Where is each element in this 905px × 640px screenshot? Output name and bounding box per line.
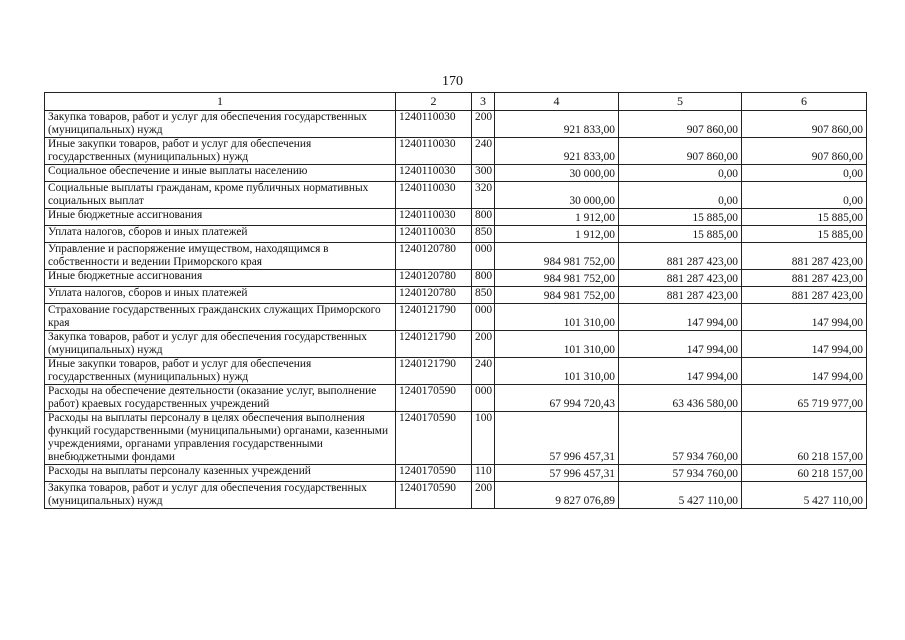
row-name-cell: Расходы на выплаты персоналу в целях обеспечения выполнения функций государственными (муниципальными) органами, казенными учреждениями, органами управления государственными внебюджетными фондами: [45, 412, 396, 465]
row-amount-col4-cell: 9 827 076,89: [495, 482, 619, 509]
row-amount-col5-cell: 147 994,00: [619, 331, 742, 358]
table-row: [45, 304, 867, 331]
row-amount-col5-cell: 147 994,00: [619, 358, 742, 385]
row-amount-col6-cell: 15 885,00: [742, 226, 867, 243]
row-expense-type-cell: 000: [472, 304, 495, 331]
row-name-cell: Иные закупки товаров, работ и услуг для обеспечения государственных (муниципальных) нужд: [45, 138, 396, 165]
row-expense-type-cell: 850: [472, 287, 495, 304]
row-amount-col5-cell: 0,00: [619, 165, 742, 182]
table-row: [45, 182, 867, 209]
header-col-3: 3: [472, 93, 495, 111]
page-number: 170: [442, 74, 463, 89]
row-target-code-cell: 1240120780: [396, 270, 472, 287]
table-row: [45, 209, 867, 226]
row-amount-col5-cell: 0,00: [619, 182, 742, 209]
row-amount-col6-cell: 0,00: [742, 165, 867, 182]
row-name-cell: Уплата налогов, сборов и иных платежей: [45, 287, 396, 304]
row-amount-col4-cell: 57 996 457,31: [495, 465, 619, 482]
row-amount-col4-cell: 1 912,00: [495, 209, 619, 226]
row-expense-type-cell: 200: [472, 111, 495, 138]
row-amount-col6-cell: 907 860,00: [742, 138, 867, 165]
row-amount-col5-cell: 63 436 580,00: [619, 385, 742, 412]
header-col-2: 2: [396, 93, 472, 111]
row-target-code-cell: 1240110030: [396, 226, 472, 243]
table-row: [45, 138, 867, 165]
row-expense-type-cell: 200: [472, 482, 495, 509]
row-amount-col6-cell: 5 427 110,00: [742, 482, 867, 509]
table-row: [45, 358, 867, 385]
row-expense-type-cell: 320: [472, 182, 495, 209]
row-target-code-cell: 1240110030: [396, 111, 472, 138]
row-amount-col5-cell: 881 287 423,00: [619, 287, 742, 304]
row-expense-type-cell: 800: [472, 209, 495, 226]
row-amount-col6-cell: 0,00: [742, 182, 867, 209]
row-amount-col6-cell: 881 287 423,00: [742, 287, 867, 304]
row-amount-col5-cell: 881 287 423,00: [619, 270, 742, 287]
row-amount-col4-cell: 101 310,00: [495, 358, 619, 385]
table-row: [45, 465, 867, 482]
row-name-cell: Расходы на выплаты персоналу казенных учреждений: [45, 465, 396, 482]
table-row: [45, 412, 867, 465]
table-row: [45, 482, 867, 509]
header-col-5: 5: [619, 93, 742, 111]
budget-table-body: [45, 93, 867, 509]
row-name-cell: Управление и распоряжение имуществом, находящимся в собственности и ведении Приморского края: [45, 243, 396, 270]
row-target-code-cell: 1240110030: [396, 182, 472, 209]
row-target-code-cell: 1240120780: [396, 243, 472, 270]
row-expense-type-cell: 240: [472, 138, 495, 165]
row-target-code-cell: 1240170590: [396, 385, 472, 412]
row-target-code-cell: 1240110030: [396, 138, 472, 165]
row-amount-col5-cell: 57 934 760,00: [619, 465, 742, 482]
row-name-cell: Иные закупки товаров, работ и услуг для обеспечения государственных (муниципальных) нужд: [45, 358, 396, 385]
row-amount-col5-cell: 15 885,00: [619, 226, 742, 243]
table-header-row: [45, 93, 867, 111]
table-row: [45, 165, 867, 182]
row-name-cell: Закупка товаров, работ и услуг для обеспечения государственных (муниципальных) нужд: [45, 482, 396, 509]
table-row: [45, 287, 867, 304]
row-amount-col6-cell: 15 885,00: [742, 209, 867, 226]
row-name-cell: Расходы на обеспечение деятельности (оказание услуг, выполнение работ) краевых государственных учреждений: [45, 385, 396, 412]
row-amount-col4-cell: 101 310,00: [495, 331, 619, 358]
row-amount-col4-cell: 984 981 752,00: [495, 287, 619, 304]
row-name-cell: Уплата налогов, сборов и иных платежей: [45, 226, 396, 243]
header-col-4: 4: [495, 93, 619, 111]
row-target-code-cell: 1240121790: [396, 304, 472, 331]
row-expense-type-cell: 200: [472, 331, 495, 358]
row-expense-type-cell: 000: [472, 385, 495, 412]
row-target-code-cell: 1240170590: [396, 412, 472, 465]
row-amount-col6-cell: 65 719 977,00: [742, 385, 867, 412]
row-expense-type-cell: 240: [472, 358, 495, 385]
header-col-1: 1: [45, 93, 396, 111]
row-amount-col6-cell: 147 994,00: [742, 331, 867, 358]
row-amount-col4-cell: 921 833,00: [495, 138, 619, 165]
row-amount-col4-cell: 57 996 457,31: [495, 412, 619, 465]
row-target-code-cell: 1240121790: [396, 358, 472, 385]
row-amount-col5-cell: 147 994,00: [619, 304, 742, 331]
row-name-cell: Закупка товаров, работ и услуг для обеспечения государственных (муниципальных) нужд: [45, 331, 396, 358]
header-col-6: 6: [742, 93, 867, 111]
row-expense-type-cell: 110: [472, 465, 495, 482]
row-amount-col6-cell: 60 218 157,00: [742, 465, 867, 482]
row-amount-col4-cell: 30 000,00: [495, 182, 619, 209]
row-amount-col4-cell: 101 310,00: [495, 304, 619, 331]
table-row: [45, 243, 867, 270]
row-expense-type-cell: 000: [472, 243, 495, 270]
row-name-cell: Иные бюджетные ассигнования: [45, 270, 396, 287]
row-name-cell: Социальное обеспечение и иные выплаты населению: [45, 165, 396, 182]
row-expense-type-cell: 800: [472, 270, 495, 287]
row-expense-type-cell: 100: [472, 412, 495, 465]
row-target-code-cell: 1240110030: [396, 209, 472, 226]
row-target-code-cell: 1240120780: [396, 287, 472, 304]
row-target-code-cell: 1240121790: [396, 331, 472, 358]
row-target-code-cell: 1240170590: [396, 465, 472, 482]
row-amount-col5-cell: 907 860,00: [619, 138, 742, 165]
row-amount-col4-cell: 984 981 752,00: [495, 270, 619, 287]
row-amount-col4-cell: 30 000,00: [495, 165, 619, 182]
budget-table: [44, 92, 867, 509]
row-target-code-cell: 1240110030: [396, 165, 472, 182]
row-amount-col5-cell: 57 934 760,00: [619, 412, 742, 465]
table-row: [45, 111, 867, 138]
row-amount-col4-cell: 67 994 720,43: [495, 385, 619, 412]
row-name-cell: Социальные выплаты гражданам, кроме публичных нормативных социальных выплат: [45, 182, 396, 209]
row-target-code-cell: 1240170590: [396, 482, 472, 509]
row-amount-col5-cell: 907 860,00: [619, 111, 742, 138]
row-amount-col5-cell: 881 287 423,00: [619, 243, 742, 270]
row-amount-col6-cell: 907 860,00: [742, 111, 867, 138]
row-amount-col6-cell: 147 994,00: [742, 304, 867, 331]
row-name-cell: Иные бюджетные ассигнования: [45, 209, 396, 226]
row-amount-col6-cell: 881 287 423,00: [742, 270, 867, 287]
row-name-cell: Страхование государственных гражданских служащих Приморского края: [45, 304, 396, 331]
row-amount-col4-cell: 984 981 752,00: [495, 243, 619, 270]
row-expense-type-cell: 850: [472, 226, 495, 243]
row-amount-col5-cell: 5 427 110,00: [619, 482, 742, 509]
row-amount-col6-cell: 147 994,00: [742, 358, 867, 385]
row-amount-col4-cell: 921 833,00: [495, 111, 619, 138]
row-amount-col5-cell: 15 885,00: [619, 209, 742, 226]
table-row: [45, 385, 867, 412]
row-amount-col6-cell: 881 287 423,00: [742, 243, 867, 270]
table-row: [45, 270, 867, 287]
table-row: [45, 226, 867, 243]
row-expense-type-cell: 300: [472, 165, 495, 182]
row-name-cell: Закупка товаров, работ и услуг для обеспечения государственных (муниципальных) нужд: [45, 111, 396, 138]
row-amount-col6-cell: 60 218 157,00: [742, 412, 867, 465]
row-amount-col4-cell: 1 912,00: [495, 226, 619, 243]
table-row: [45, 331, 867, 358]
